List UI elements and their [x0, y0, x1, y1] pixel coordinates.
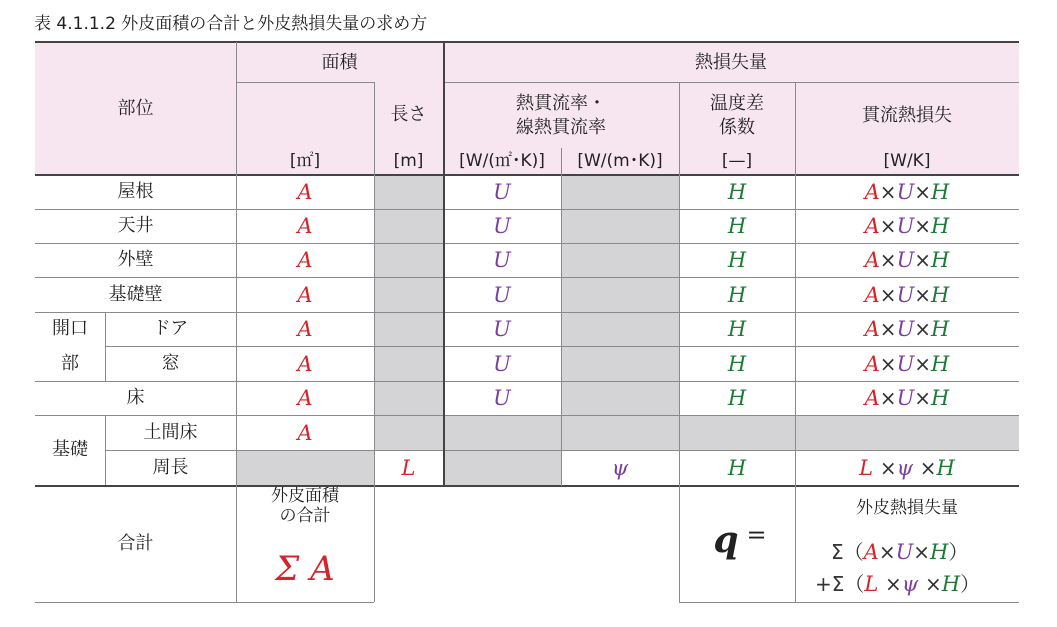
total-area-line1: 外皮面積: [271, 486, 339, 506]
formula-U: U: [896, 282, 915, 307]
row-label-ceiling: 天井: [117, 215, 154, 236]
formula-times: ×: [879, 317, 897, 341]
cell-loss-formula: [795, 209, 1019, 243]
A-symbol: A: [297, 248, 313, 272]
total-sum2: [795, 569, 1019, 599]
row-label-door: ドア: [152, 318, 189, 339]
q-equals: [700, 515, 780, 565]
border-row: [105, 450, 1019, 451]
perimeter-loss-formula: [795, 450, 1019, 485]
cell-A: [236, 175, 374, 209]
cell-U: [443, 346, 561, 381]
total-area-caption: [236, 486, 374, 526]
cell-H: [679, 277, 795, 312]
unit-u: [W/(㎡･K)]: [459, 151, 545, 171]
A-symbol: A: [297, 282, 313, 307]
formula-H: H: [931, 180, 950, 204]
sum1-times: ×: [878, 540, 896, 564]
U-symbol: U: [493, 180, 511, 204]
formula-A: A: [864, 351, 880, 376]
H-symbol: H: [727, 351, 747, 376]
border-row: [35, 243, 1019, 244]
perimeter-H: H: [727, 455, 747, 480]
cell-A: [236, 243, 374, 277]
total-label: 合計: [117, 533, 154, 554]
A-symbol: A: [297, 351, 313, 376]
formula-U: U: [896, 214, 915, 238]
cell-U: [443, 209, 561, 243]
row-label-foundation-wall: 基礎壁: [108, 283, 163, 305]
H-symbol: H: [727, 317, 747, 341]
cell-A: [236, 312, 374, 346]
formula-times: ×: [914, 282, 932, 307]
row-label-perimeter: 周長: [152, 456, 189, 478]
formula-times: ×: [879, 351, 897, 376]
group-label-opening-1: 開口: [52, 318, 88, 339]
header-u-value: [443, 84, 679, 148]
border-col: [561, 148, 562, 486]
border-col: [374, 82, 375, 602]
U-symbol: U: [493, 386, 511, 410]
unit-h: [—]: [721, 151, 753, 171]
header-u-line2: 線熱貫流率: [516, 117, 606, 138]
border-col: [236, 42, 237, 602]
border-bottom-left: [35, 602, 374, 603]
perimeter-psi: ψ: [611, 455, 629, 480]
border-heat-group: [443, 82, 1019, 83]
sum2-L: L: [864, 572, 879, 596]
formula-times: ×: [914, 214, 932, 238]
U-symbol: U: [493, 282, 511, 307]
sum2-times: ×: [924, 572, 942, 596]
total-sum1: [795, 537, 1019, 567]
formula-times: ×: [879, 282, 897, 307]
border-row: [35, 381, 1019, 382]
U-symbol: U: [493, 317, 511, 341]
formula-U: U: [896, 180, 915, 204]
sum2-prefix: +Σ（: [815, 572, 865, 596]
unit-length: [m]: [393, 151, 424, 171]
q-symbol: q: [713, 519, 739, 561]
H-symbol: H: [727, 214, 747, 238]
cell-U: [443, 175, 561, 209]
header-part: 部位: [117, 98, 154, 119]
header-h-line1: 温度差: [710, 93, 764, 114]
sum2-psi: ψ: [901, 572, 919, 596]
formula-H: H: [931, 282, 950, 307]
formula-A: A: [864, 282, 880, 307]
formula-times: ×: [914, 180, 932, 204]
cell-A: [236, 415, 374, 450]
formula-U: U: [896, 317, 915, 341]
cell-U: [443, 277, 561, 312]
A-symbol: A: [297, 317, 313, 341]
U-symbol: U: [493, 351, 511, 376]
formula-H: H: [931, 317, 950, 341]
formula-times: ×: [914, 248, 932, 272]
header-loss: 貫流熱損失: [862, 105, 952, 126]
formula-times: ×: [914, 317, 932, 341]
sum2-times: ×: [885, 572, 902, 596]
sum1-times: ×: [913, 540, 931, 564]
sum1-suffix: ）: [948, 540, 969, 564]
total-heat-title: 外皮熱損失量: [856, 498, 958, 518]
cell-A: [236, 381, 374, 415]
formula-times: ×: [914, 386, 932, 410]
cell-H: [679, 381, 795, 415]
border-row: [35, 209, 1019, 210]
header-heat-group: 熱損失量: [695, 52, 767, 73]
equals-symbol: =: [746, 521, 767, 549]
A-symbol: A: [297, 386, 313, 410]
cell-loss-formula: [795, 381, 1019, 415]
formula-A: A: [864, 214, 880, 238]
header-area-group: 面積: [321, 52, 358, 73]
row-label-roof: 屋根: [117, 181, 154, 202]
cell-H: [679, 243, 795, 277]
cell-A: [236, 277, 374, 312]
gray-perimeter-area: [236, 450, 374, 485]
row-label-floor: 床: [126, 387, 145, 408]
border-top: [35, 41, 1019, 43]
cell-loss-formula: [795, 346, 1019, 381]
formula-U: U: [896, 351, 915, 376]
border-col: [795, 82, 796, 602]
header-u-line1: 熱貫流率・: [516, 93, 606, 114]
border-col: [679, 82, 680, 602]
border-area-group: [236, 82, 374, 83]
sum2-H: H: [941, 572, 961, 596]
sum1-prefix: Σ（: [831, 540, 864, 564]
row-label-wall: 外壁: [117, 249, 154, 270]
sum1-A: A: [863, 540, 879, 564]
border-bottom-right: [679, 602, 1019, 603]
group-label-foundation: 基礎: [52, 439, 88, 460]
sum1-H: H: [930, 540, 949, 564]
formula-U: U: [896, 386, 915, 410]
formula-times: ×: [879, 386, 897, 410]
A-symbol: A: [297, 420, 313, 445]
formula-times: ×: [879, 214, 897, 238]
perimeter-L: L: [401, 455, 416, 480]
table-caption: 表 4.1.1.2 外皮面積の合計と外皮熱損失量の求め方: [34, 14, 428, 34]
formula-L: L: [859, 455, 874, 480]
formula-H: H: [931, 214, 950, 238]
H-symbol: H: [727, 386, 747, 410]
cell-loss-formula: [795, 277, 1019, 312]
H-symbol: H: [727, 248, 747, 272]
A-symbol: A: [297, 180, 313, 204]
cell-loss-formula: [795, 312, 1019, 346]
header-length: 長さ: [390, 103, 427, 125]
gray-doma-block: [679, 415, 1019, 450]
U-symbol: U: [493, 214, 511, 238]
formula-A: A: [864, 386, 880, 410]
border-header-bottom: [35, 174, 1019, 176]
formula-times: ×: [914, 351, 932, 376]
formula-H: H: [936, 455, 955, 480]
formula-H: H: [931, 248, 950, 272]
group-label-opening-2: 部: [61, 352, 79, 374]
border-row: [105, 346, 1019, 347]
formula-A: A: [864, 180, 880, 204]
formula-times: ×: [879, 180, 897, 204]
H-symbol: H: [727, 282, 747, 307]
formula-U: U: [896, 248, 915, 272]
formula-A: A: [864, 317, 880, 341]
cell-U: [443, 243, 561, 277]
unit-psi: [W/(m･K)]: [577, 151, 663, 171]
border-row: [35, 312, 1019, 313]
formula-H: H: [931, 386, 950, 410]
border-col: [105, 312, 106, 381]
header-h-coef: [679, 84, 795, 148]
cell-U: [443, 312, 561, 346]
cell-H: [679, 312, 795, 346]
row-label-earth-floor: 土間床: [143, 421, 198, 443]
border-row: [35, 415, 1019, 416]
formula-A: A: [864, 248, 880, 272]
unit-area: [㎡]: [289, 151, 321, 171]
cell-loss-formula: [795, 175, 1019, 209]
border-col: [443, 42, 445, 486]
cell-H: [679, 175, 795, 209]
sum2-suffix: ）: [960, 572, 981, 596]
unit-loss: [W/K]: [883, 151, 931, 171]
border-row: [35, 277, 1019, 278]
header-h-line2: 係数: [719, 117, 755, 138]
formula-times: ×: [879, 248, 897, 272]
U-symbol: U: [493, 248, 511, 272]
A-symbol: A: [297, 214, 313, 238]
cell-A: [236, 346, 374, 381]
cell-loss-formula: [795, 243, 1019, 277]
border-col: [105, 415, 106, 485]
total-sigma-A: [236, 545, 374, 593]
formula-psi: ψ: [896, 455, 914, 480]
border-total-top: [35, 485, 1019, 487]
row-label-window: 窓: [161, 352, 180, 374]
formula-H: H: [931, 351, 950, 376]
cell-A: [236, 209, 374, 243]
sigma-A: A: [310, 549, 335, 589]
sigma-symbol: Σ: [275, 549, 300, 589]
cell-H: [679, 209, 795, 243]
formula-times: ×: [879, 455, 897, 480]
total-area-line2: の合計: [279, 506, 331, 526]
cell-H: [679, 346, 795, 381]
sum1-U: U: [895, 540, 914, 564]
formula-times: ×: [919, 455, 937, 480]
H-symbol: H: [727, 180, 747, 204]
cell-U: [443, 381, 561, 415]
